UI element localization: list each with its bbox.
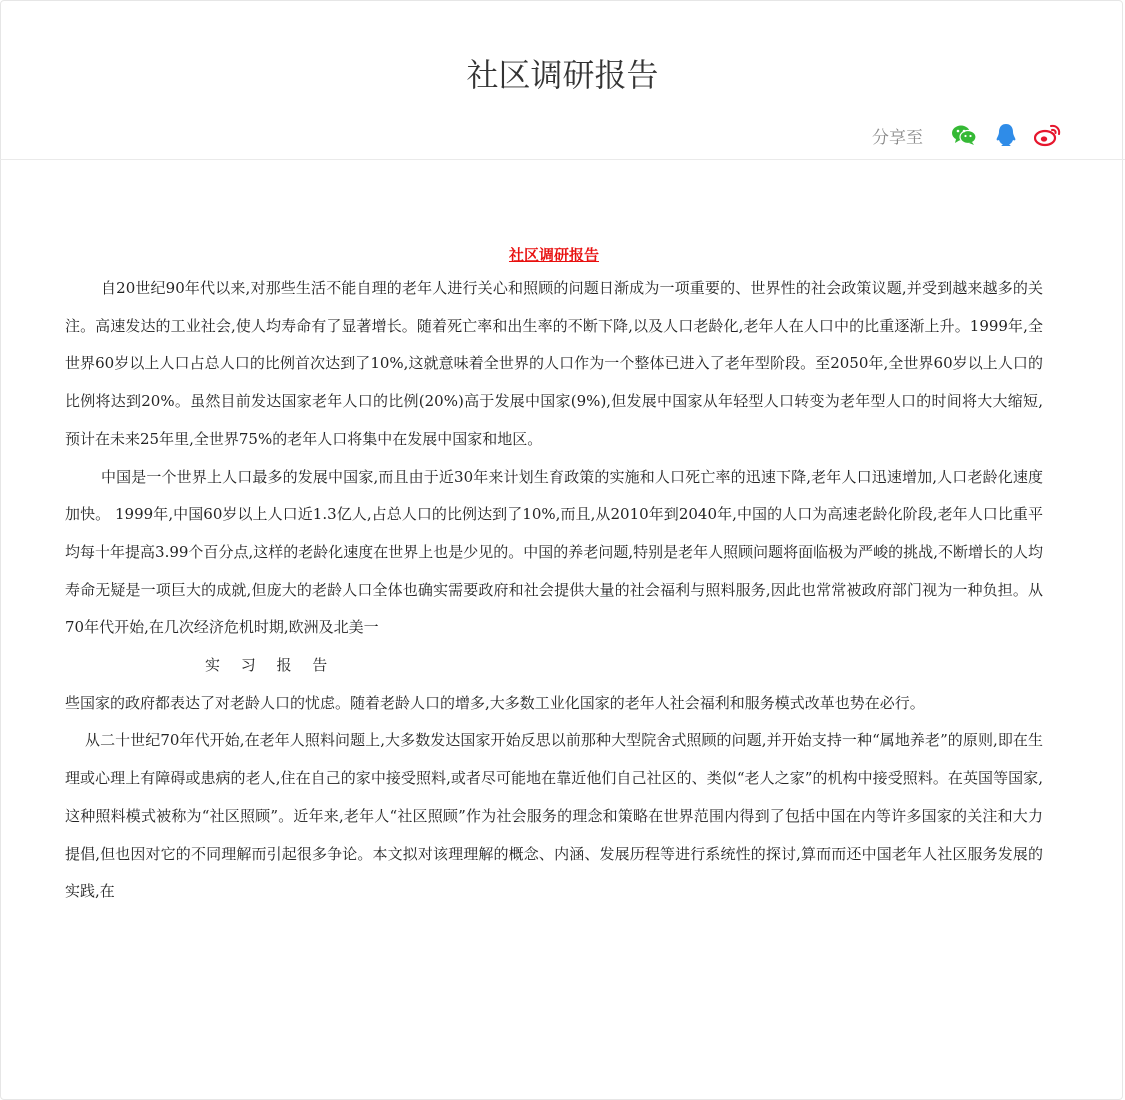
share-bar xyxy=(872,120,1063,150)
paragraph-3: 些国家的政府都表达了对老龄人口的忧虑。随着老龄人口的增多,大多数工业化国家的老年人社会福利和服务模式改革也势在必行。 xyxy=(65,693,925,712)
wechat-icon[interactable] xyxy=(949,120,979,150)
paragraph-2: 中国是一个世界上人口最多的发展中国家,而且由于近30年来计划生育政策的实施和人口死亡率的迅速下降,老年人口迅速增加,人口老龄化速度加快。 1999年,中国60岁以上人口近1.3亿人,占总人口的比例达到了10%,而且,从2010年到2040年,中国的人口为高速老龄化阶段,老年人口比重平均每十年提高3.99个百分点,这样的老龄化速度在世界上也是少见的。中国的养老问题,特别是老年人照顾问题将面临极为严峻的挑战,不断增长的人均寿命无疑是一项巨大的成就,但庞大的老龄人口全体也确实需要政府和社会提供大量的社会福利与照料服务,因此也常常被政府部门视为一种负担。从70年代开始,在几次经济危机时期,欧洲及北美一 xyxy=(65,467,1043,637)
paragraph-1: 自20世纪90年代以来,对那些生活不能自理的老年人进行关心和照顾的问题日渐成为一项重要的、世界性的社会政策议题,并受到越来越多的关注。高速发达的工业社会,使人均寿命有了显著增长。随着死亡率和出生率的不断下降,以及人口老龄化,老年人在人口中的比重逐渐上升。1999年,全世界60岁以上人口占总人口的比例首次达到了10%,这就意味着全世界的人口作为一个整体已进入了老年型阶段。至2050年,全世界60岁以上人口的比例将达到20%。虽然目前发达国家老年人口的比例(20%)高于发展中国家(9%),但发展中国家从年轻型人口转变为老年型人口的时间将大大缩短,预计在未来25年里,全世界75%的老年人口将集中在发展中国家和地区。 xyxy=(65,279,1043,448)
share-label: 分享至 xyxy=(872,127,923,148)
weibo-icon[interactable] xyxy=(1033,120,1063,150)
article-title: 社区调研报告 xyxy=(508,246,599,264)
page-header xyxy=(0,0,1125,160)
qq-icon[interactable] xyxy=(991,120,1021,150)
report-label: 实 习 报 告 xyxy=(205,656,336,675)
article-body xyxy=(65,240,1043,911)
paragraph-4: 从二十世纪70年代开始,在老年人照料问题上,大多数发达国家开始反思以前那种大型院舍式照顾的问题,并开始支持一种“属地养老”的原则,即在生理或心理上有障碍或患病的老人,住在自己的家中接受照料,或者尽可能地在靠近他们自己社区的、类似“老人之家”的机构中接受照料。在英国等国家,这种照料模式被称为“社区照顾”。近年来,老年人“社区照顾”作为社会服务的理念和策略在世界范围内得到了包括中国在内等许多国家的关注和大力提倡,但也因对它的不同理解而引起很多争论。本文拟对该理理解的概念、内涵、发展历程等进行系统性的探讨,算而而还中国老年人社区服务发展的实践,在 xyxy=(65,731,1043,901)
page-title: 社区调研报告 xyxy=(466,56,659,94)
